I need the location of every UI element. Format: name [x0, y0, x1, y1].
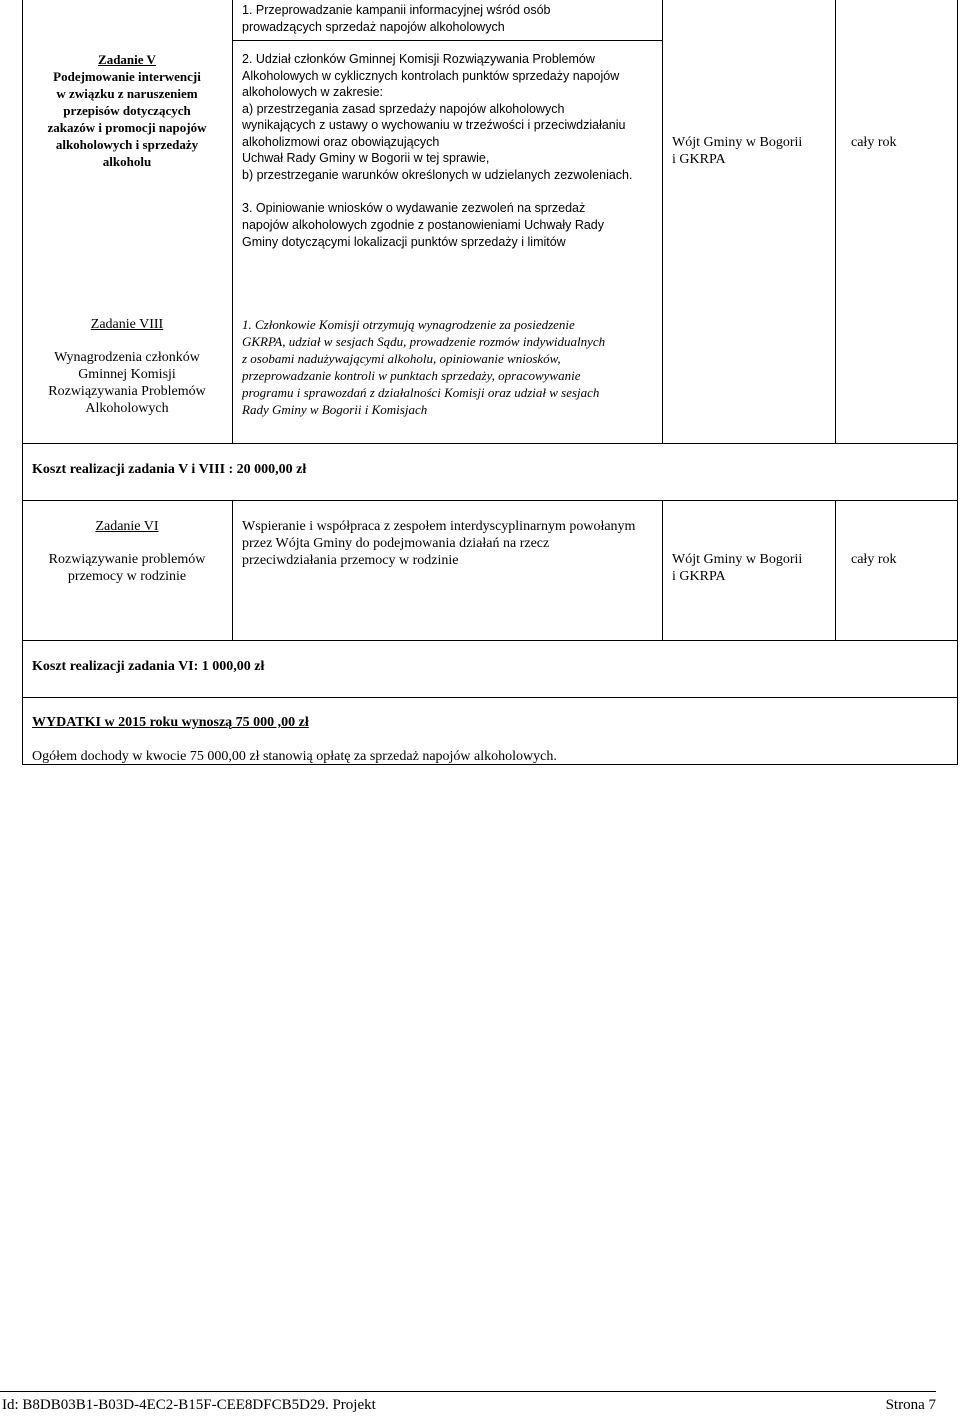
task-v-item-3: 3. Opiniowanie wniosków o wydawanie zezwoleń na sprzedaż napojów alkoholowych zgodnie z postanowieniami Uchwały Rady Gminy dotyczącymi lokalizacji punktów sprzedaży i limitów	[242, 201, 605, 249]
column-divider	[662, 500, 663, 640]
expenses-total: WYDATKI w 2015 roku wynoszą 75 000 ,00 zł	[32, 715, 309, 730]
task-v-subtitle: Podejmowanie interwencji w związku z naruszeniem przepisów dotyczących zakazów i promocji napojów alkoholowych i sprzedaży alkoholu	[47, 69, 207, 169]
column-divider	[232, 500, 233, 640]
column-divider	[662, 0, 663, 443]
column-divider	[835, 0, 836, 443]
task-vi-description: Wspieranie i współpraca z zespołem interdyscyplinarnym powołanym przez Wójta Gminy do podejmowania działań na rzecz przeciwdziałania przemocy w rodzinie	[242, 519, 636, 568]
column-divider	[835, 500, 836, 640]
row-divider	[22, 697, 958, 698]
row-divider	[22, 500, 958, 501]
income-total: Ogółem dochody w kwocie 75 000,00 zł stanowią opłatę za sprzedaż napojów alkoholowych.	[32, 749, 557, 764]
task-v-item-2: 2. Udział członków Gminnej Komisji Rozwiązywania Problemów Alkoholowych w cyklicznych kontrolach punktów sprzedaży napojów alkoholowych w zakresie: a) przestrzegania zasad sprzedaży napojów alkoholowych wynikających z ustawy o wychowaniu w trzeźwości i przeciwdziałaniu alkoholizmowi oraz obowiązujących Uchwał Rady Gminy w Bogorii w tej sprawie, b) przestrzeganie warunków określonych w udzielanych zezwoleniach.	[242, 52, 633, 182]
task-vi-subtitle: Rozwiązywanie problemów przemocy w rodzinie	[48, 552, 206, 584]
task-vi-period: cały rok	[851, 552, 897, 567]
cost-vi: Koszt realizacji zadania VI: 1 000,00 zł	[32, 659, 265, 674]
task-vi-title: Zadanie VI	[95, 519, 159, 534]
row-divider	[22, 640, 958, 641]
document-id: Id: B8DB03B1-B03D-4EC2-B15F-CEE8DFCB5D29. Projekt	[2, 1397, 376, 1413]
task-vi-responsible: Wójt Gminy w Bogorii i GKRPA	[672, 552, 803, 584]
row-divider	[22, 443, 958, 444]
row-divider	[232, 40, 662, 41]
task-viii-description: 1. Członkowie Komisji otrzymują wynagrodzenie za posiedzenie GKRPA, udział w sesjach Sądu, prowadzenie rozmów indywidualnych z osobami nadużywającymi alkoholu, opiniowanie wniosków, przeprowadzanie kontroli w punktach sprzedaży, opracowywanie programu i sprawozdań z działalności Komisji oraz udział w sesjach Rady Gminy w Bogorii i Komisjach	[242, 317, 606, 417]
task-v-period: cały rok	[851, 135, 897, 150]
table-border-right	[957, 0, 958, 765]
task-viii-title: Zadanie VIII	[90, 317, 164, 332]
task-v-item-1: 1. Przeprowadzanie kampanii informacyjnej wśród osób prowadzących sprzedaż napojów alkoholowych	[242, 3, 551, 34]
footer-rule	[0, 1391, 936, 1392]
task-viii-subtitle: Wynagrodzenia członków Gminnej Komisji Rozwiązywania Problemów Alkoholowych	[48, 350, 206, 416]
task-v-title: Zadanie V	[98, 52, 156, 67]
cost-v-viii: Koszt realizacji zadania V i VIII : 20 000,00 zł	[32, 462, 307, 477]
task-v-responsible: Wójt Gminy w Bogorii i GKRPA	[672, 135, 803, 167]
page-number: Strona 7	[885, 1397, 936, 1413]
column-divider	[232, 0, 233, 443]
